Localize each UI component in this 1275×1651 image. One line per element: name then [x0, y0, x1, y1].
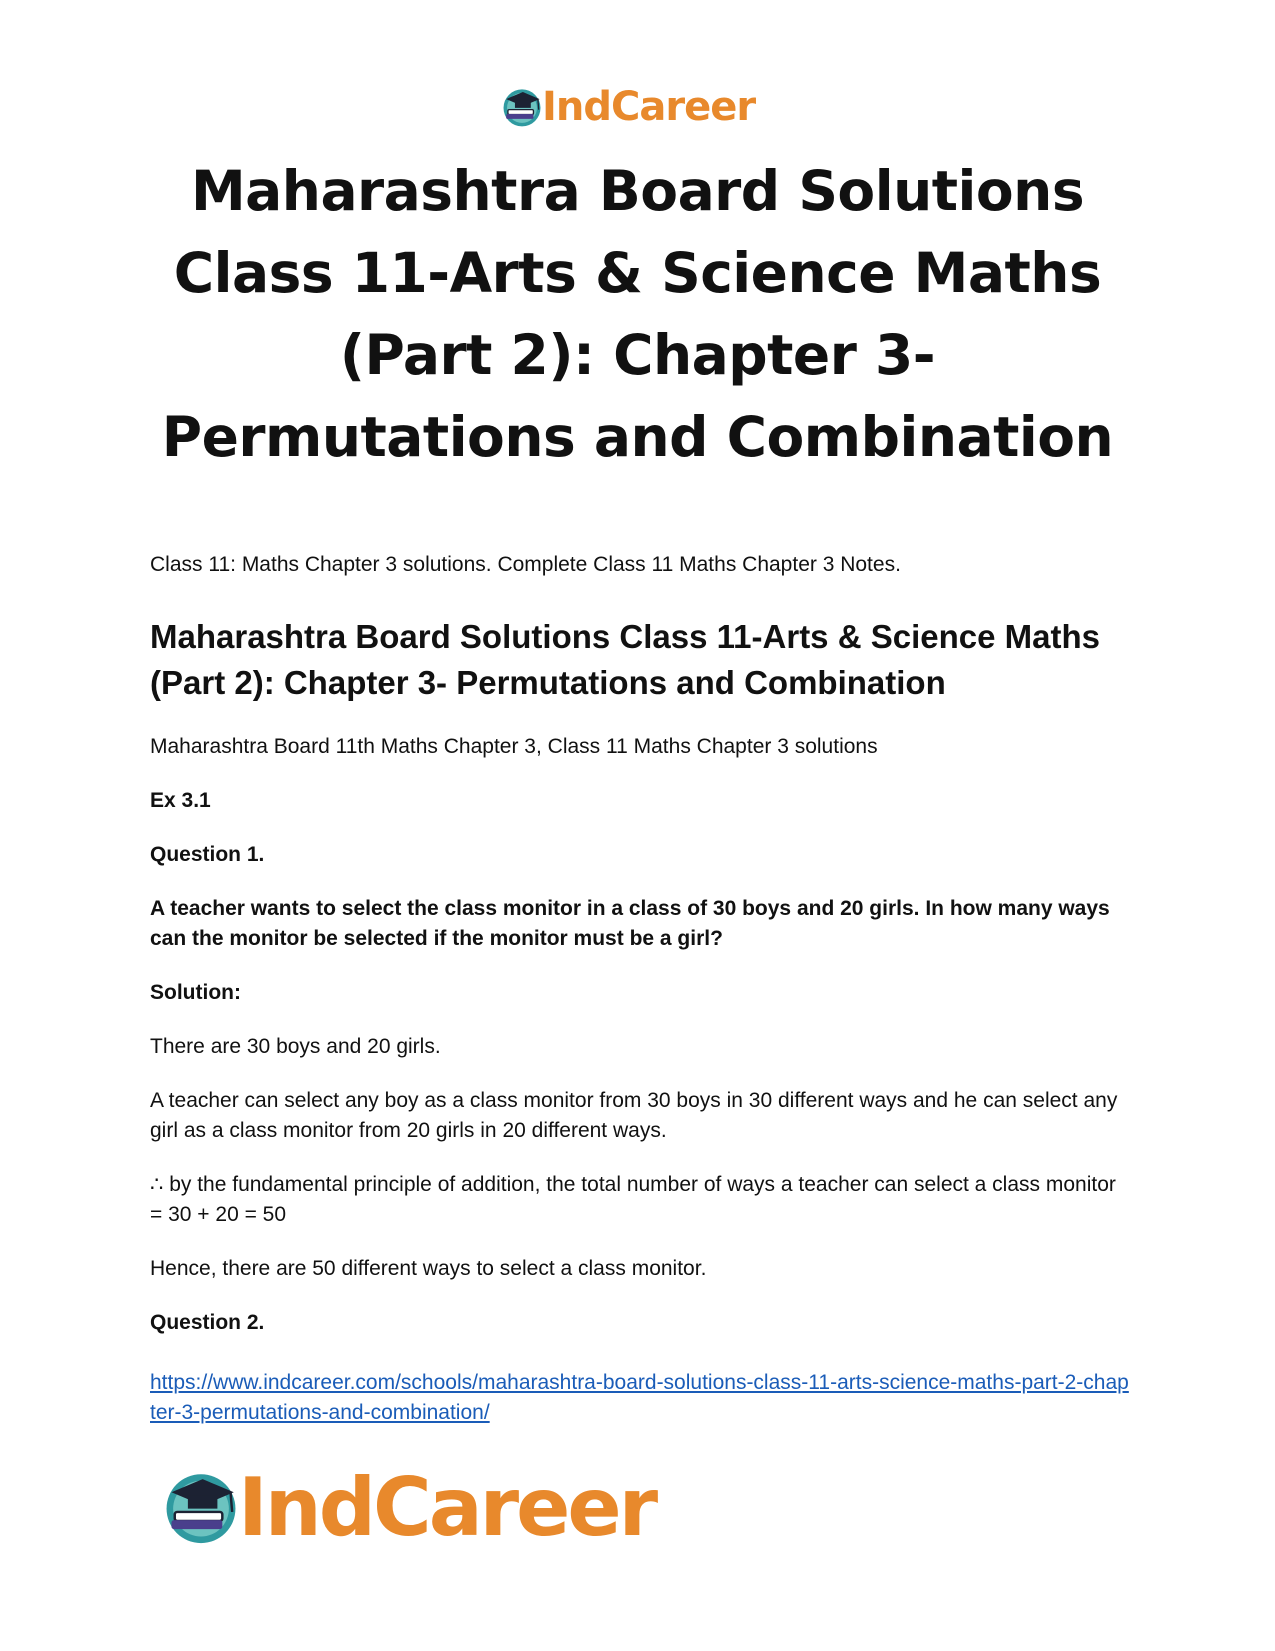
graduation-book-icon	[500, 85, 544, 129]
document-title: Maharashtra Board Solutions Class 11-Arts & Science Maths (Part 2): Chapter 3- Permutations and Combination	[161, 159, 1114, 469]
logo-wordmark: IndCareer	[542, 84, 756, 130]
question-1-text: A teacher wants to select the class monitor in a class of 30 boys and 20 girls. In how many ways can the monitor be selected if the monitor must be a girl?	[150, 897, 1110, 950]
header-logo	[500, 82, 755, 132]
question-2-label: Question 2.	[150, 1311, 265, 1334]
exercise-label: Ex 3.1	[150, 789, 211, 812]
intro-text: Class 11: Maths Chapter 3 solutions. Complete Class 11 Maths Chapter 3 Notes.	[150, 553, 901, 576]
solution-line: Hence, there are 50 different ways to select a class monitor.	[150, 1257, 707, 1280]
source-link[interactable]: https://www.indcareer.com/schools/maharashtra-board-solutions-class-11-arts-science-maths-part-2-chapter-3-permutations-and-combination/	[150, 1371, 1129, 1424]
question-1-label: Question 1.	[150, 843, 265, 866]
solution-line: There are 30 boys and 20 girls.	[150, 1035, 441, 1058]
document-body	[150, 550, 1130, 1428]
footer-logo	[160, 1462, 655, 1552]
subtitle-text: Maharashtra Board 11th Maths Chapter 3, Class 11 Maths Chapter 3 solutions	[150, 735, 878, 758]
solution-line: A teacher can select any boy as a class monitor from 30 boys in 30 different ways and he can select any girl as a class monitor from 20 girls in 20 different ways.	[150, 1089, 1118, 1142]
section-heading: Maharashtra Board Solutions Class 11-Arts & Science Maths (Part 2): Chapter 3- Permutations and Combination	[150, 618, 1100, 701]
solution-line: ∴ by the fundamental principle of addition, the total number of ways a teacher can select a class monitor = 30 + 20 = 50	[150, 1173, 1116, 1226]
solution-label: Solution:	[150, 981, 241, 1004]
logo-wordmark: IndCareer	[238, 1460, 656, 1554]
graduation-book-icon	[160, 1466, 242, 1548]
